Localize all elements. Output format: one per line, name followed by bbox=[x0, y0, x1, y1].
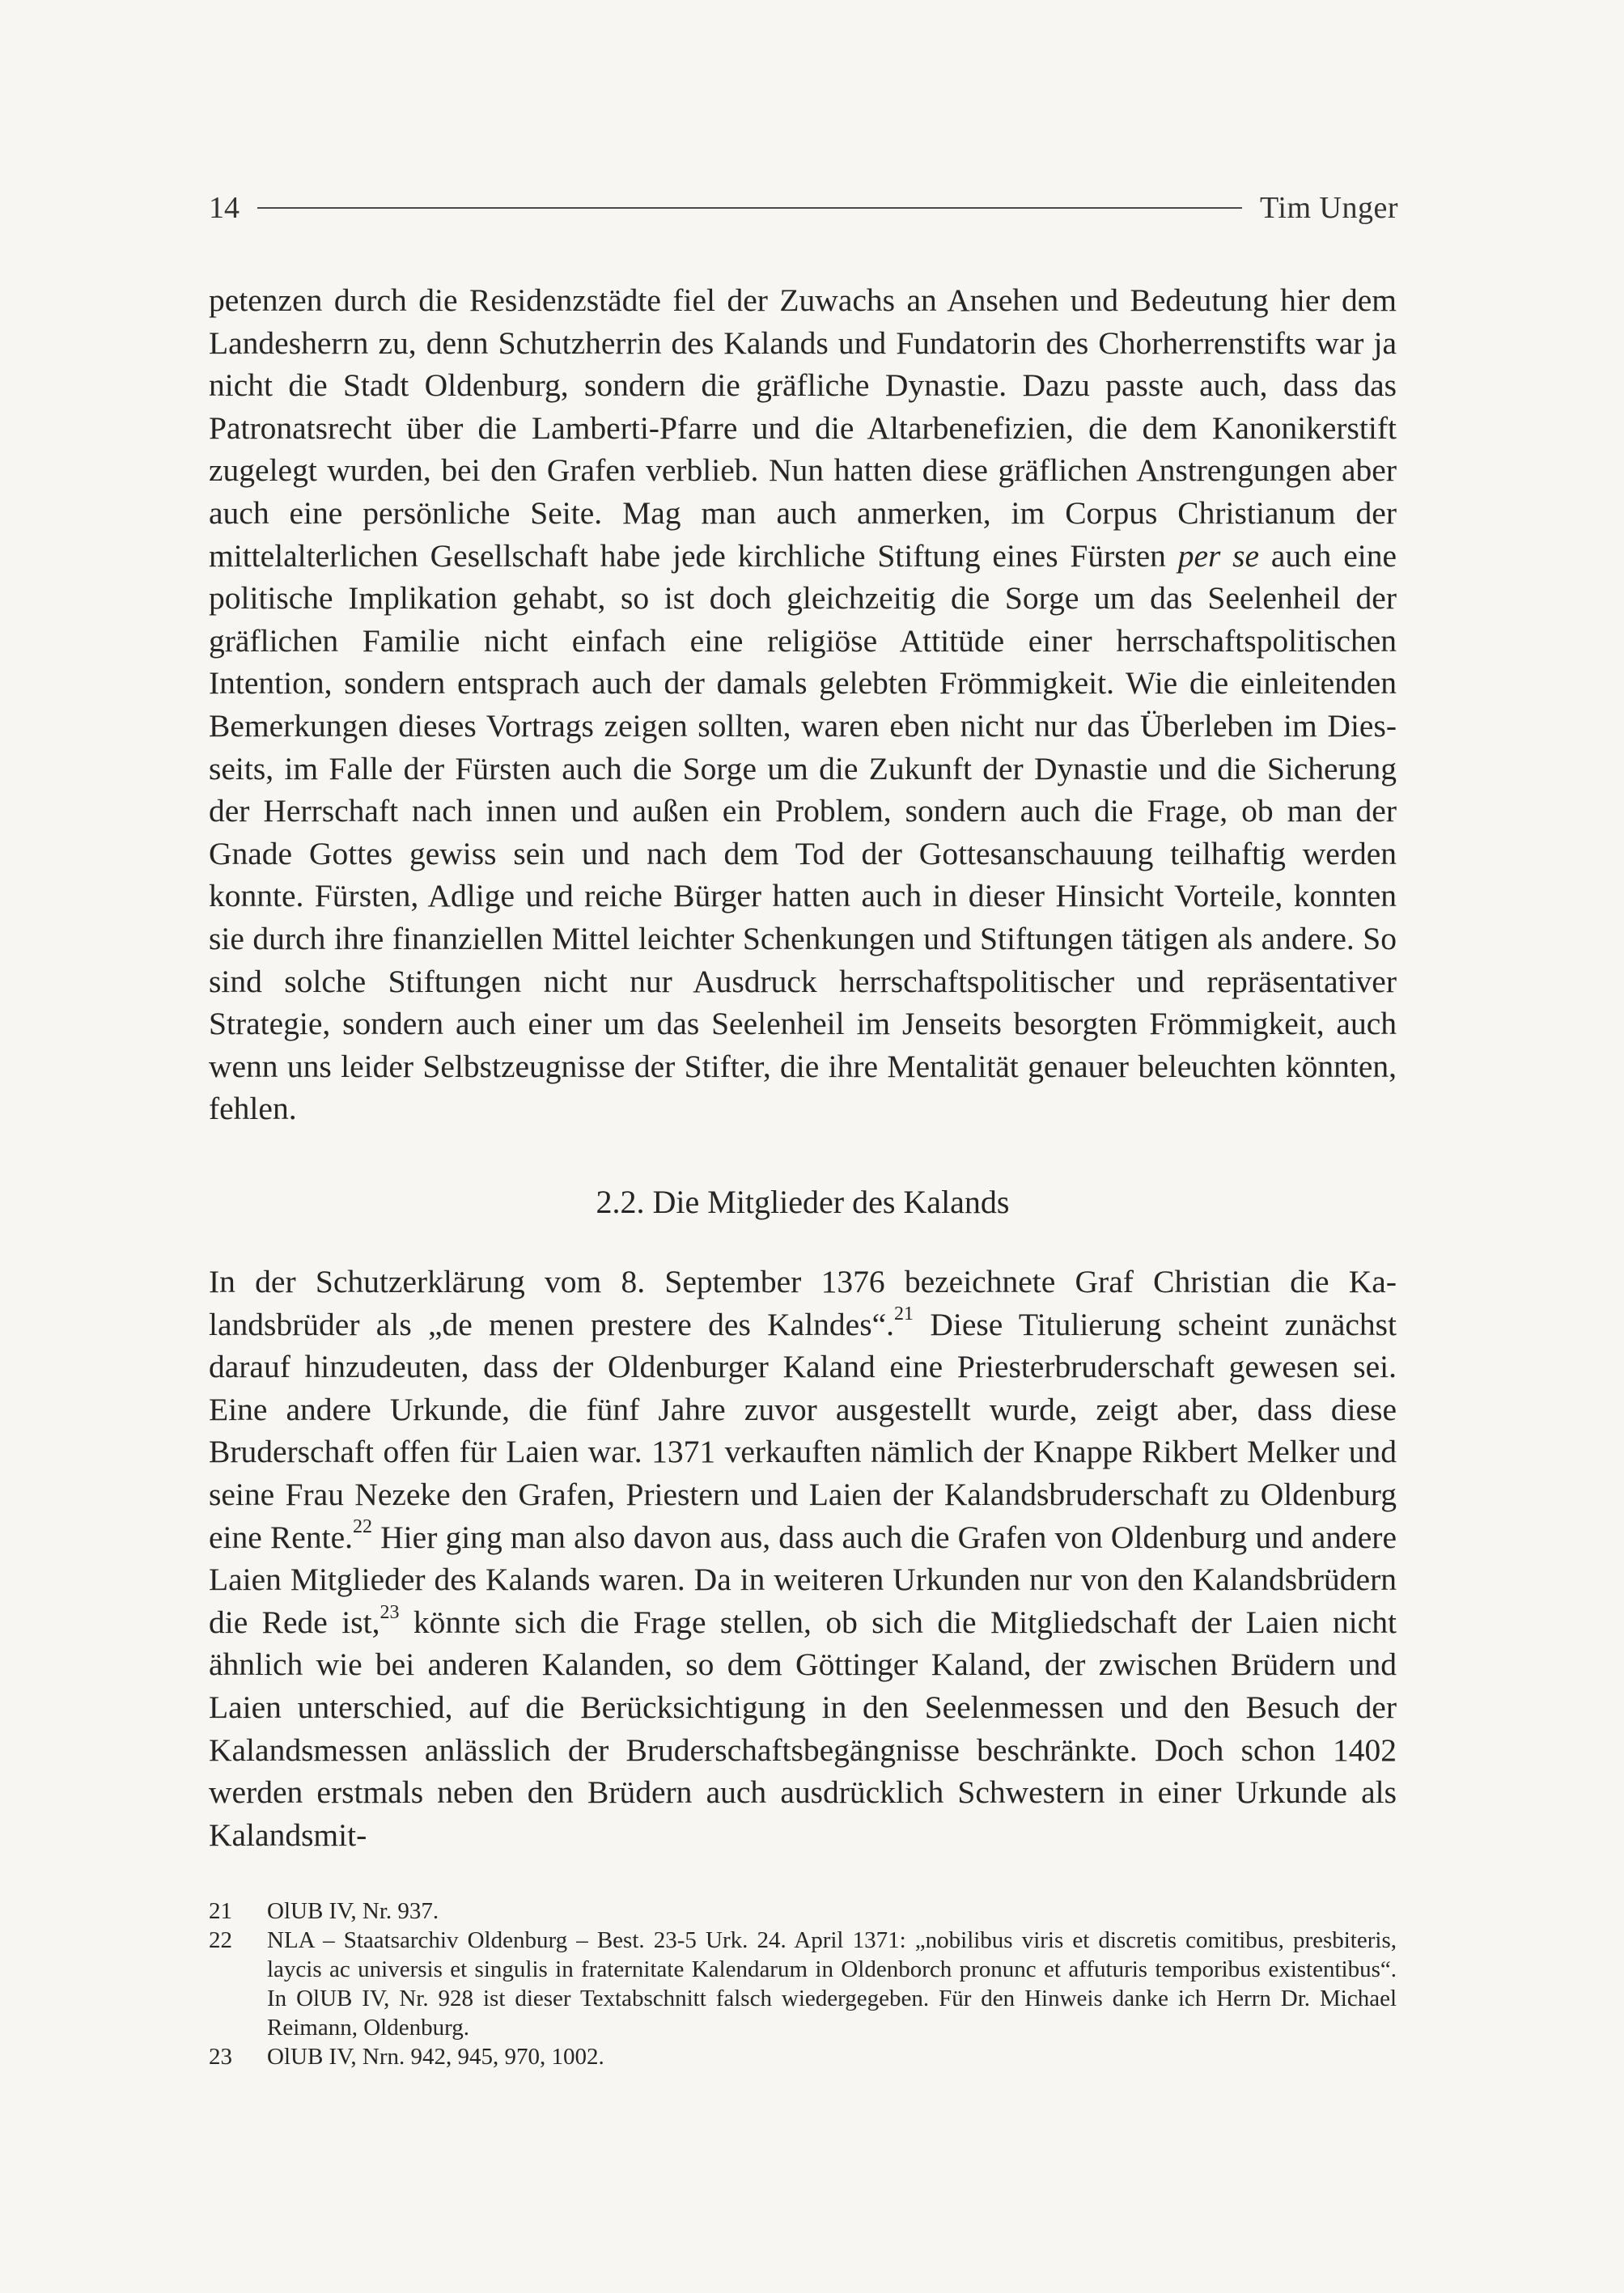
italic-phrase: per se bbox=[1177, 537, 1260, 574]
paragraph bbox=[209, 1261, 1397, 1856]
paragraph-continuation bbox=[209, 279, 1397, 1130]
footnote-ref-21[interactable]: 21 bbox=[894, 1303, 914, 1325]
footnote-number: 22 bbox=[209, 1927, 232, 1953]
footnote bbox=[209, 1926, 1397, 2042]
footnote-text: OlUB IV, Nrn. 942, 945, 970, 1002. bbox=[267, 2044, 604, 2070]
footnote bbox=[209, 1897, 1397, 1926]
footnote-text: OlUB IV, Nr. 937. bbox=[267, 1898, 439, 1924]
paragraph-text: In der Schutzerklärung vom 8. September 1376 bezeichnete Graf Christian die Kalandsbrüder als „de menen prestere des Kalndes“. bbox=[209, 1264, 1397, 1342]
header-rule bbox=[257, 207, 1242, 209]
footnote-text: NLA – Staatsarchiv Oldenburg – Best. 23-5 Urk. 24. April 1371: „nobilibus viris et discretis comitibus, presbiteris, laycis ac universis et singulis in fraternitate Kalendarum in Oldenborch pronunc et affuturis temporibus existentibus“. In OlUB IV, Nr. 928 ist dieser Textabschnitt falsch wiedergegeben. Für den Hinweis danke ich Herrn Dr. Michael Reimann, Oldenburg. bbox=[267, 1927, 1397, 2041]
paragraph-text: petenzen durch die Residenzstädte fiel der Zuwachs an Ansehen und Bedeutung hier dem Landesherrn zu, denn Schutzherrin des Kalands und Fundatorin des Chorherrenstifts war ja nicht die Stadt Oldenburg, sondern die gräfliche Dynastie. Dazu passte auch, dass das Patronatsrecht über die Lamberti-Pfarre und die Altarbenefizien, die dem Kanonikerstift zugelegt wurden, bei den Grafen verblieb. Nun hatten diese gräflichen Anstrengungen aber auch eine persönliche Seite. Mag man auch anmerken, im Corpus Christianum der mittelalterlichen Gesellschaft habe jede kirchliche Stiftung eines Fürsten bbox=[209, 282, 1397, 574]
running-head bbox=[209, 184, 1398, 231]
footnote-ref-23[interactable]: 23 bbox=[379, 1601, 400, 1623]
footnote bbox=[209, 2042, 1397, 2071]
footnotes bbox=[209, 1897, 1397, 2071]
paragraph-text: Diese Titulierung scheint zunächst darauf hinzudeuten, dass der Oldenburger Kaland eine Priesterbruderschaft gewesen sei. Eine andere Urkunde, die fünf Jahre zuvor ausgestellt wurde, zeigt aber, dass diese Bruderschaft offen für Laien war. 1371 verkauften nämlich der Knappe Rikbert Melker und seine Frau Nezeke den Grafen, Priestern und Laien der Kalandsbruderschaft zu Oldenburg eine Rente. bbox=[209, 1306, 1397, 1555]
paragraph-text: Hier ging man also davon aus, dass auch die Grafen von Oldenburg und andere Laien Mitglieder des Kalands waren. Da in weiteren Urkunden nur von den Kalandsbrüdern die Rede ist, bbox=[209, 1519, 1397, 1640]
body-text-section-2-2 bbox=[209, 1261, 1397, 1856]
running-head-author: Tim Unger bbox=[1260, 191, 1398, 225]
paragraph-text: könnte sich die Frage stellen, ob sich die Mitgliedschaft der Laien nicht ähnlich wie bei anderen Kalanden, so dem Göttinger Kaland, der zwischen Brüdern und Laien unterschied, auf die Berücksichtigung in den Seelenmessen und den Besuch der Kalandsmessen anlässlich der Bruderschaftsbegängnisse beschränkte. Doch schon 1402 werden erstmals neben den Brüdern auch ausdrücklich Schwestern in einer Urkunde als Kalandsmit- bbox=[209, 1604, 1397, 1853]
footnote-number: 23 bbox=[209, 2044, 232, 2070]
paragraph-text: auch eine politische Implikation gehabt, so ist doch gleichzeitig die Sorge um das Seelenheil der gräflichen Familie nicht einfach eine religiöse Attitüde einer herrschaftspolitischen Intention, sondern entsprach auch der damals gelebten Frömmigkeit. Wie die einleitenden Bemerkungen dieses Vortrags zeigen sollten, waren eben nicht nur das Überleben im Diesseits, im Falle der Fürsten auch die Sorge um die Zukunft der Dynastie und die Sicherung der Herrschaft nach innen und außen ein Problem, sondern auch die Frage, ob man der Gnade Gottes gewiss sein und nach dem Tod der Gottesanschauung teilhaftig werden konnte. Fürsten, Adlige und reiche Bürger hatten auch in dieser Hinsicht Vorteile, konnten sie durch ihre finanziellen Mittel leichter Schenkungen und Stiftungen tätigen als andere. So sind solche Stiftungen nicht nur Ausdruck herrschaftspolitischer und repräsentativer Strategie, sondern auch einer um das Seelenheil im Jenseits besorgten Frömmigkeit, auch wenn uns leider Selbstzeugnisse der Stifter, die ihre Mentalität genauer beleuchten könnten, fehlen. bbox=[209, 537, 1397, 1127]
section-heading: 2.2. Die Mitglieder des Kalands bbox=[596, 1184, 1010, 1220]
footnote-ref-22[interactable]: 22 bbox=[352, 1516, 372, 1538]
body-text-section-continuation bbox=[209, 279, 1397, 1130]
footnote-number: 21 bbox=[209, 1898, 232, 1924]
page-number: 14 bbox=[209, 191, 240, 225]
